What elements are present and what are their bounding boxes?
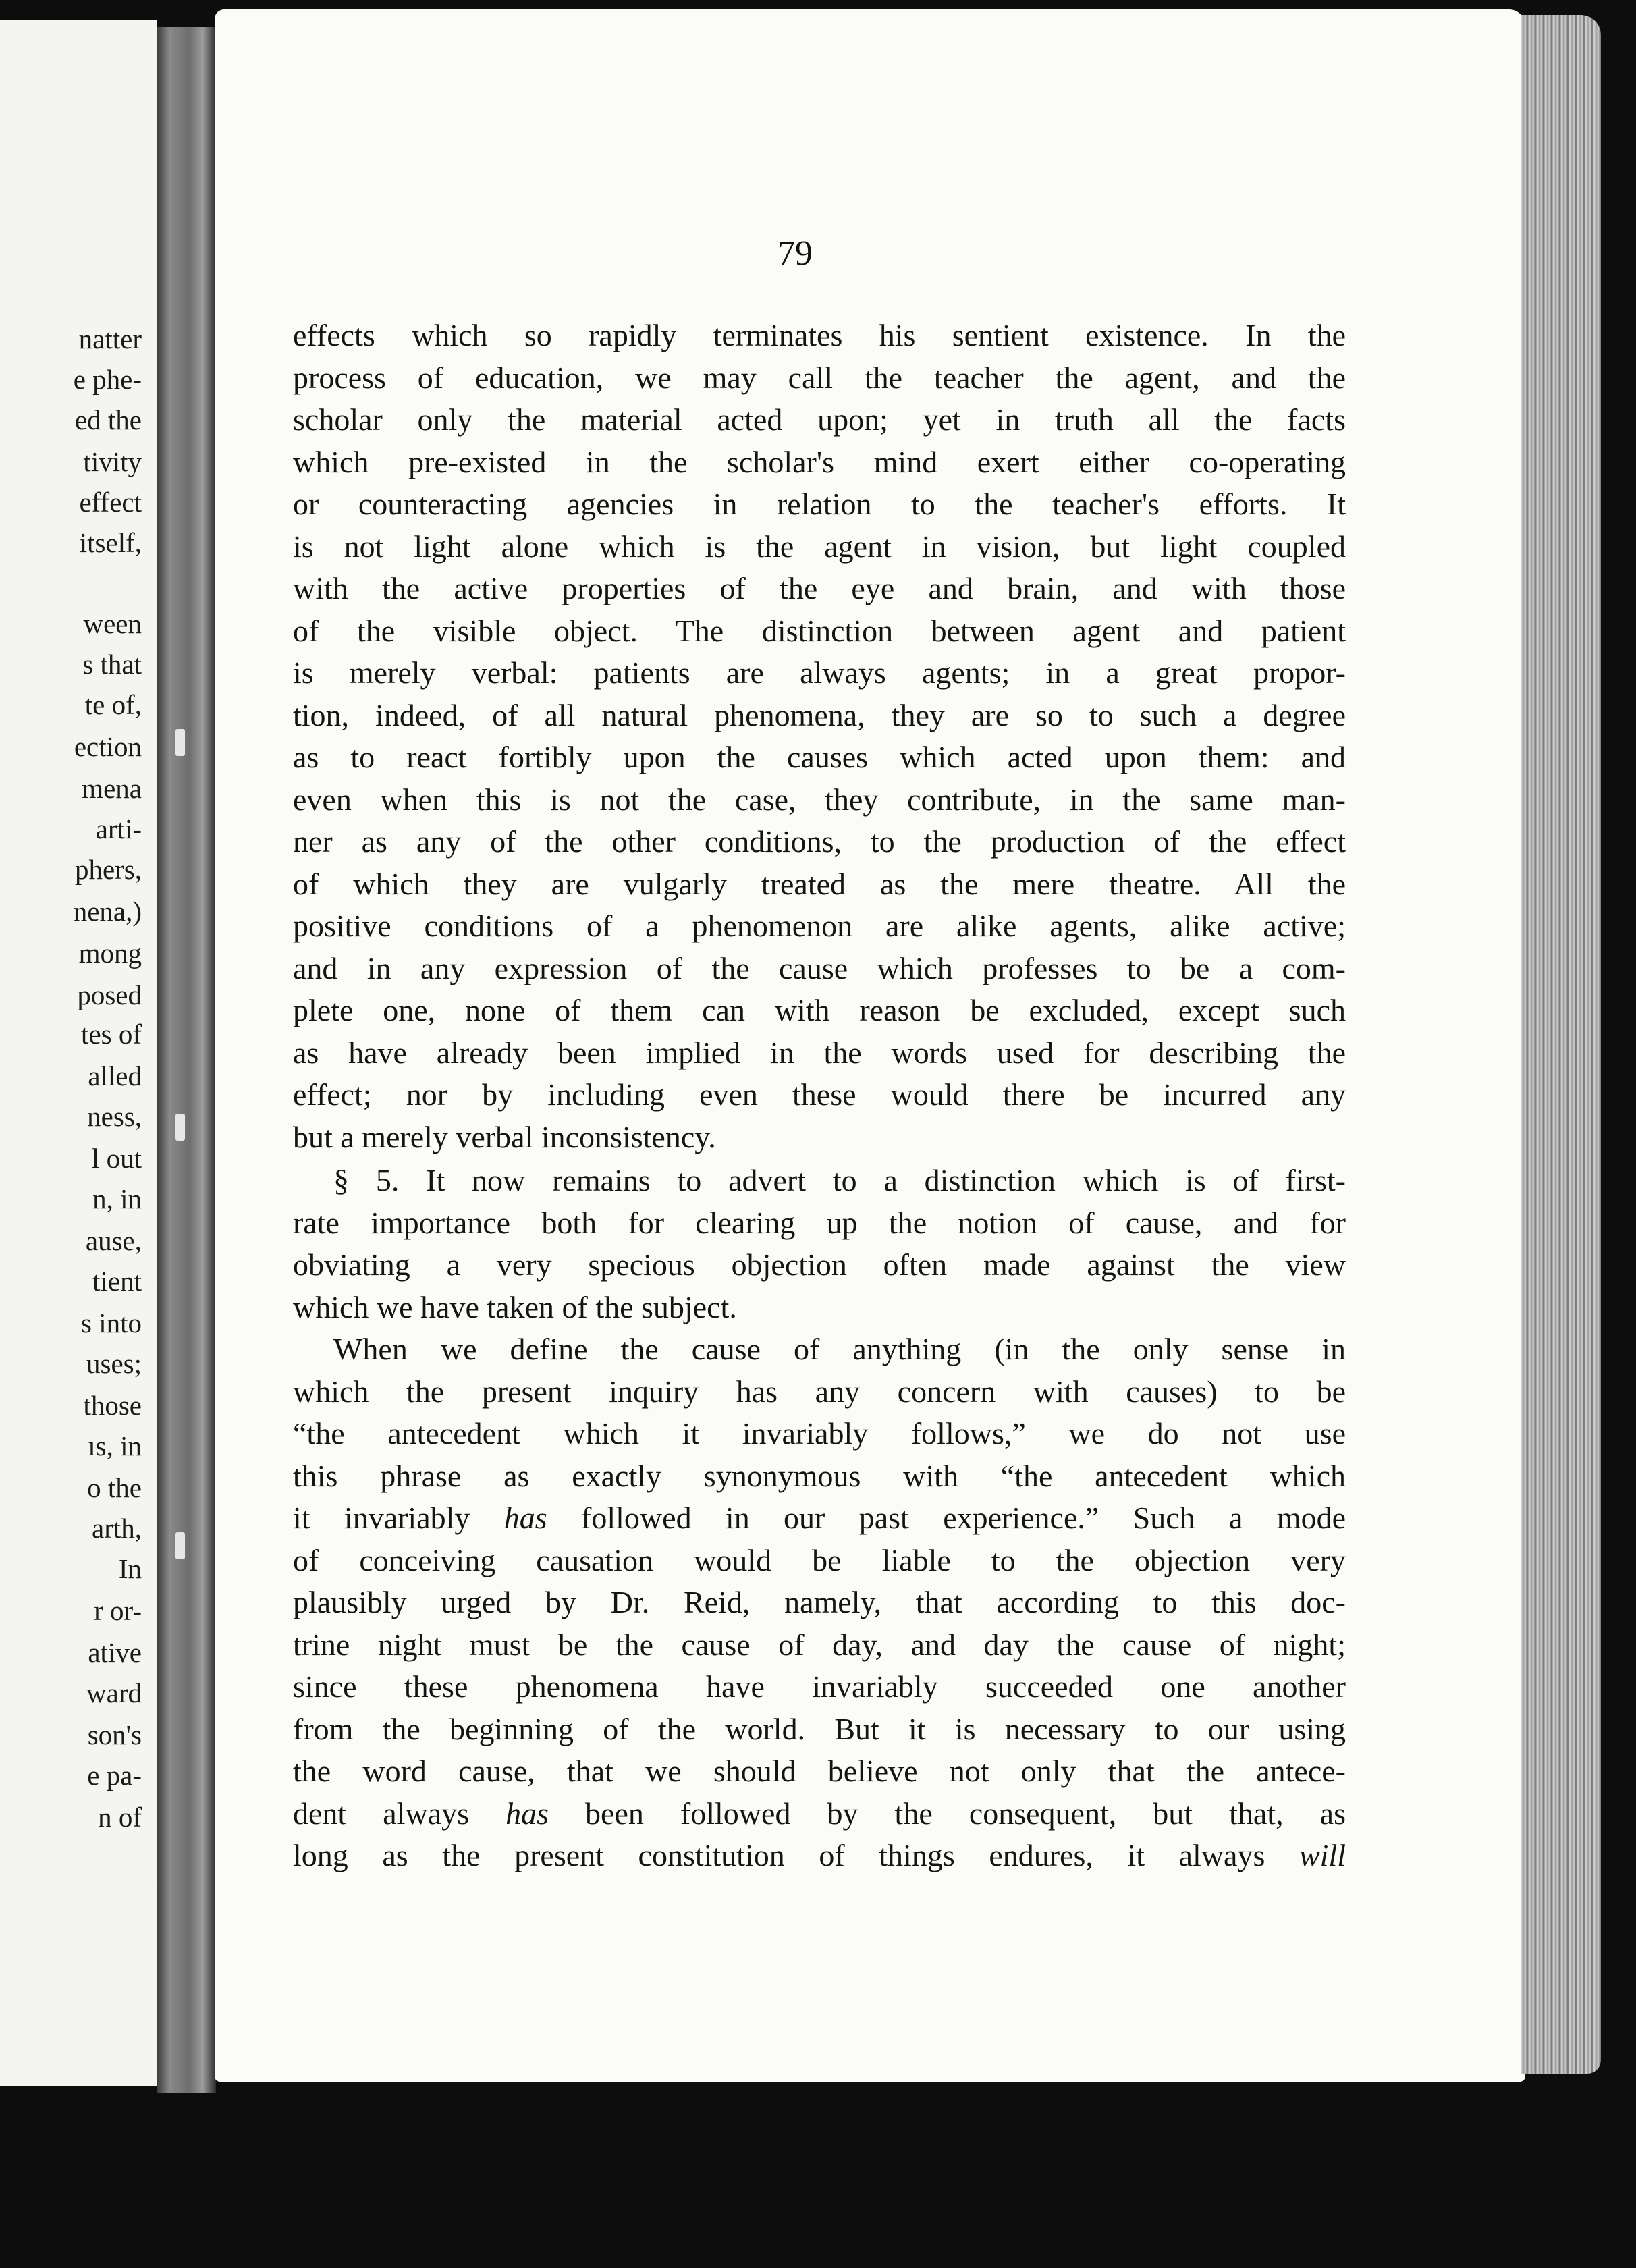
facing-page-text-fragment: natter (78, 323, 142, 354)
section-heading-line: § 5. It now remains to advert to a distinction which is of first- (333, 1163, 1346, 1197)
facing-page-text-fragment: those (83, 1390, 142, 1421)
text-line: trine night must be the cause of day, and day the cause of night; (293, 1627, 1346, 1662)
facing-page-text-fragment: o the (87, 1472, 142, 1503)
text-line: scholar only the material acted upon; yet in truth all the facts (293, 402, 1346, 437)
facing-page-text-fragment: ward (86, 1677, 142, 1708)
emphasis: has (503, 1501, 547, 1535)
text-line: as to react fortibly upon the causes which acted upon them: and (293, 740, 1346, 774)
facing-page-fragment (0, 20, 157, 2086)
facing-page-text-fragment: mong (78, 938, 142, 969)
facing-page-text-fragment: n, in (92, 1183, 142, 1214)
facing-page-text-fragment: posed (77, 979, 142, 1010)
facing-page-text-fragment: alled (88, 1060, 142, 1091)
text-line: is merely verbal: patients are always agents; in a great propor- (293, 655, 1346, 690)
facing-page-text-fragment: l out (91, 1143, 142, 1174)
text-run: been followed by the consequent, but that, as (585, 1796, 1346, 1831)
facing-page-text-fragment: s that (82, 649, 142, 680)
text-run: long as the present constitution of things endures, it always (293, 1838, 1265, 1872)
facing-page-text-fragment: s into (81, 1307, 142, 1339)
text-line: as have already been implied in the words used for describing the (293, 1035, 1346, 1070)
text-run: it invariably (293, 1501, 470, 1535)
facing-page-text-fragment: ıs, in (88, 1430, 142, 1461)
facing-page-text-fragment: ween (83, 608, 142, 639)
text-line: process of education, we may call the teacher the agent, and the (293, 360, 1346, 395)
text-line: which we have taken of the subject. (293, 1289, 737, 1324)
page-edges (1521, 15, 1601, 2074)
text-line: this phrase as exactly synonymous with “the antecedent which (293, 1458, 1346, 1493)
text-line: ner as any of the other conditions, to the production of the effect (293, 824, 1346, 859)
text-line: obviating a very specious objection often made against the view (293, 1247, 1346, 1282)
text-line: positive conditions of a phenomenon are alike agents, alike active; (293, 909, 1346, 943)
binding-staple (175, 1532, 185, 1559)
book-gutter (157, 27, 216, 2092)
facing-page-text-fragment: tes of (81, 1019, 142, 1050)
text-line: which pre-existed in the scholar's mind exert either co-operating (293, 444, 1346, 479)
facing-page-text-fragment: r or- (94, 1595, 142, 1626)
text-line: the word cause, that we should believe not only that the antece- (293, 1754, 1346, 1788)
text-run: dent always (293, 1796, 469, 1831)
facing-page-text-fragment: arti- (95, 813, 142, 844)
facing-page-text-fragment: tient (92, 1266, 142, 1297)
emphasis: has (506, 1796, 549, 1831)
text-line: effects which so rapidly terminates his sentient existence. In the (293, 318, 1346, 352)
text-line: but a merely verbal inconsistency. (293, 1119, 716, 1154)
text-line: of the visible object. The distinction between agent and patient (293, 613, 1346, 648)
text-line (293, 1793, 1346, 1835)
facing-page-text-fragment: effect (79, 487, 142, 518)
text-line (293, 1835, 1346, 1877)
text-line: tion, indeed, of all natural phenomena, they are so to such a degree (293, 697, 1346, 732)
facing-page-text-fragment: tivity (83, 446, 142, 477)
text-line: of which they are vulgarly treated as the mere theatre. All the (293, 866, 1346, 901)
facing-page-text-fragment: e phe- (73, 364, 142, 395)
text-line: rate importance both for clearing up the notion of cause, and for (293, 1205, 1346, 1240)
text-line (293, 1497, 1346, 1540)
text-line: is not light alone which is the agent in vision, but light coupled (293, 529, 1346, 564)
text-line: and in any expression of the cause which professes to be a com- (293, 950, 1346, 986)
text-line: even when this is not the case, they contribute, in the same man- (293, 782, 1346, 817)
facing-page-text-fragment: phers, (74, 854, 142, 885)
binding-staple (175, 1114, 185, 1141)
facing-page-text-fragment: mena (82, 773, 142, 804)
facing-page-text-fragment: e pa- (87, 1760, 142, 1791)
text-run: followed in our past experience.” Such a mode (581, 1501, 1346, 1535)
page-number: 79 (778, 234, 813, 273)
text-line: plete one, none of them can with reason be excluded, except such (293, 993, 1346, 1027)
text-line: “the antecedent which it invariably follows,” we do not use (293, 1416, 1346, 1451)
facing-page-text-fragment: te of, (84, 689, 142, 720)
facing-page-text-fragment: In (118, 1553, 142, 1584)
text-line: since these phenomena have invariably succeeded one another (293, 1669, 1346, 1704)
text-line: When we define the cause of anything (in the only sense in (333, 1332, 1346, 1366)
text-line: which the present inquiry has any concern with causes) to be (293, 1374, 1346, 1409)
facing-page-text-fragment: nena,) (73, 896, 142, 927)
facing-page-text-fragment: son's (87, 1719, 142, 1750)
facing-page-text-fragment: ness, (87, 1101, 142, 1132)
facing-page-text-fragment: ection (74, 731, 142, 762)
facing-page-text-fragment: arth, (92, 1513, 142, 1544)
facing-page-text-fragment: ative (88, 1637, 142, 1668)
facing-page-text-fragment: ed the (74, 404, 142, 435)
text-line: effect; nor by including even these would there be incurred any (293, 1077, 1346, 1112)
facing-page-text-fragment: ause, (85, 1225, 142, 1256)
facing-page-text-fragment: n of (98, 1802, 142, 1833)
text-line: from the beginning of the world. But it is necessary to our using (293, 1711, 1346, 1746)
text-line: plausibly urged by Dr. Reid, namely, that according to this doc- (293, 1585, 1346, 1619)
text-line: or counteracting agencies in relation to the teacher's efforts. It (293, 487, 1346, 521)
text-line: with the active properties of the eye and brain, and with those (293, 571, 1346, 605)
facing-page-text-fragment: uses; (86, 1348, 142, 1379)
binding-staple (175, 729, 185, 756)
emphasis: will (1299, 1838, 1346, 1872)
body-text (293, 315, 1346, 1877)
text-line: of conceiving causation would be liable to the objection very (293, 1542, 1346, 1577)
facing-page-text-fragment: itself, (79, 527, 142, 558)
